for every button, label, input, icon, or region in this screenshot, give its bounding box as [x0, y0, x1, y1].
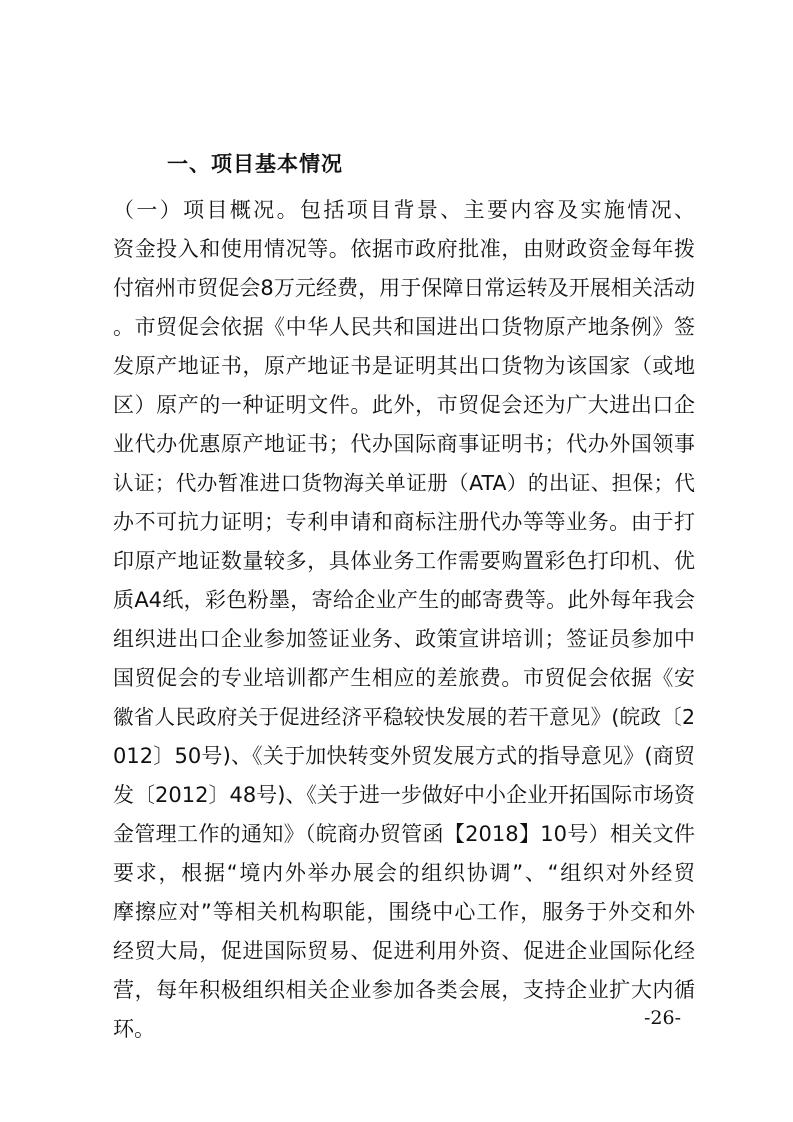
- body-line: 营，每年积极组织相关企业参加各类会展，支持企业扩大内循: [113, 978, 695, 1002]
- body-line: 组织进出口企业参加签证业务、政策宣讲培训；签证员参加中: [113, 627, 695, 651]
- body-line: 要求，根据“境内外举办展会的组织协调”、“组织对外经贸: [113, 861, 695, 885]
- body-line: 。市贸促会依据《中华人民共和国进出口货物原产地条例》签: [113, 315, 695, 339]
- body-line: 摩擦应对”等相关机构职能，围绕中心工作，服务于外交和外: [113, 900, 695, 924]
- body-line: 经贸大局，促进国际贸易、促进利用外资、促进企业国际化经: [113, 939, 695, 963]
- body-line: 012〕50号)、《关于加快转变外贸发展方式的指导意见》(商贸: [113, 744, 695, 768]
- body-line: 办不可抗力证明；专利申请和商标注册代办等等业务。由于打: [113, 510, 695, 534]
- body-line: 区）原产的一种证明文件。此外，市贸促会还为广大进出口企: [113, 393, 695, 417]
- page-number: -26-: [644, 1007, 682, 1029]
- body-line: 质A4纸，彩色粉墨，寄给企业产生的邮寄费等。此外每年我会: [113, 588, 695, 612]
- body-line: 徽省人民政府关于促进经济平稳较快发展的若干意见》(皖政〔2: [113, 705, 695, 729]
- body-line: 业代办优惠原产地证书；代办国际商事证明书；代办外国领事: [113, 432, 695, 456]
- body-line: 国贸促会的专业培训都产生相应的差旅费。市贸促会依据《安: [113, 666, 695, 690]
- body-line: 金管理工作的通知》（皖商办贸管函【2018】10号）相关文件: [113, 822, 695, 846]
- body-line: 发〔2012〕48号)、《关于进一步做好中小企业开拓国际市场资: [113, 783, 695, 807]
- body-line: （一）项目概况。包括项目背景、主要内容及实施情况、: [113, 198, 695, 222]
- body-line: 认证；代办暂准进口货物海关单证册（ATA）的出证、担保；代: [113, 471, 695, 495]
- section-heading: 一、项目基本情况: [167, 152, 343, 176]
- body-line: 发原产地证书，原产地证书是证明其出口货物为该国家（或地: [113, 354, 695, 378]
- body-line: 资金投入和使用情况等。依据市政府批准，由财政资金每年拨: [113, 237, 695, 261]
- body-line: 印原产地证数量较多，具体业务工作需要购置彩色打印机、优: [113, 549, 695, 573]
- body-line: 环。: [113, 1017, 155, 1041]
- body-line: 付宿州市贸促会8万元经费，用于保障日常运转及开展相关活动: [113, 276, 695, 300]
